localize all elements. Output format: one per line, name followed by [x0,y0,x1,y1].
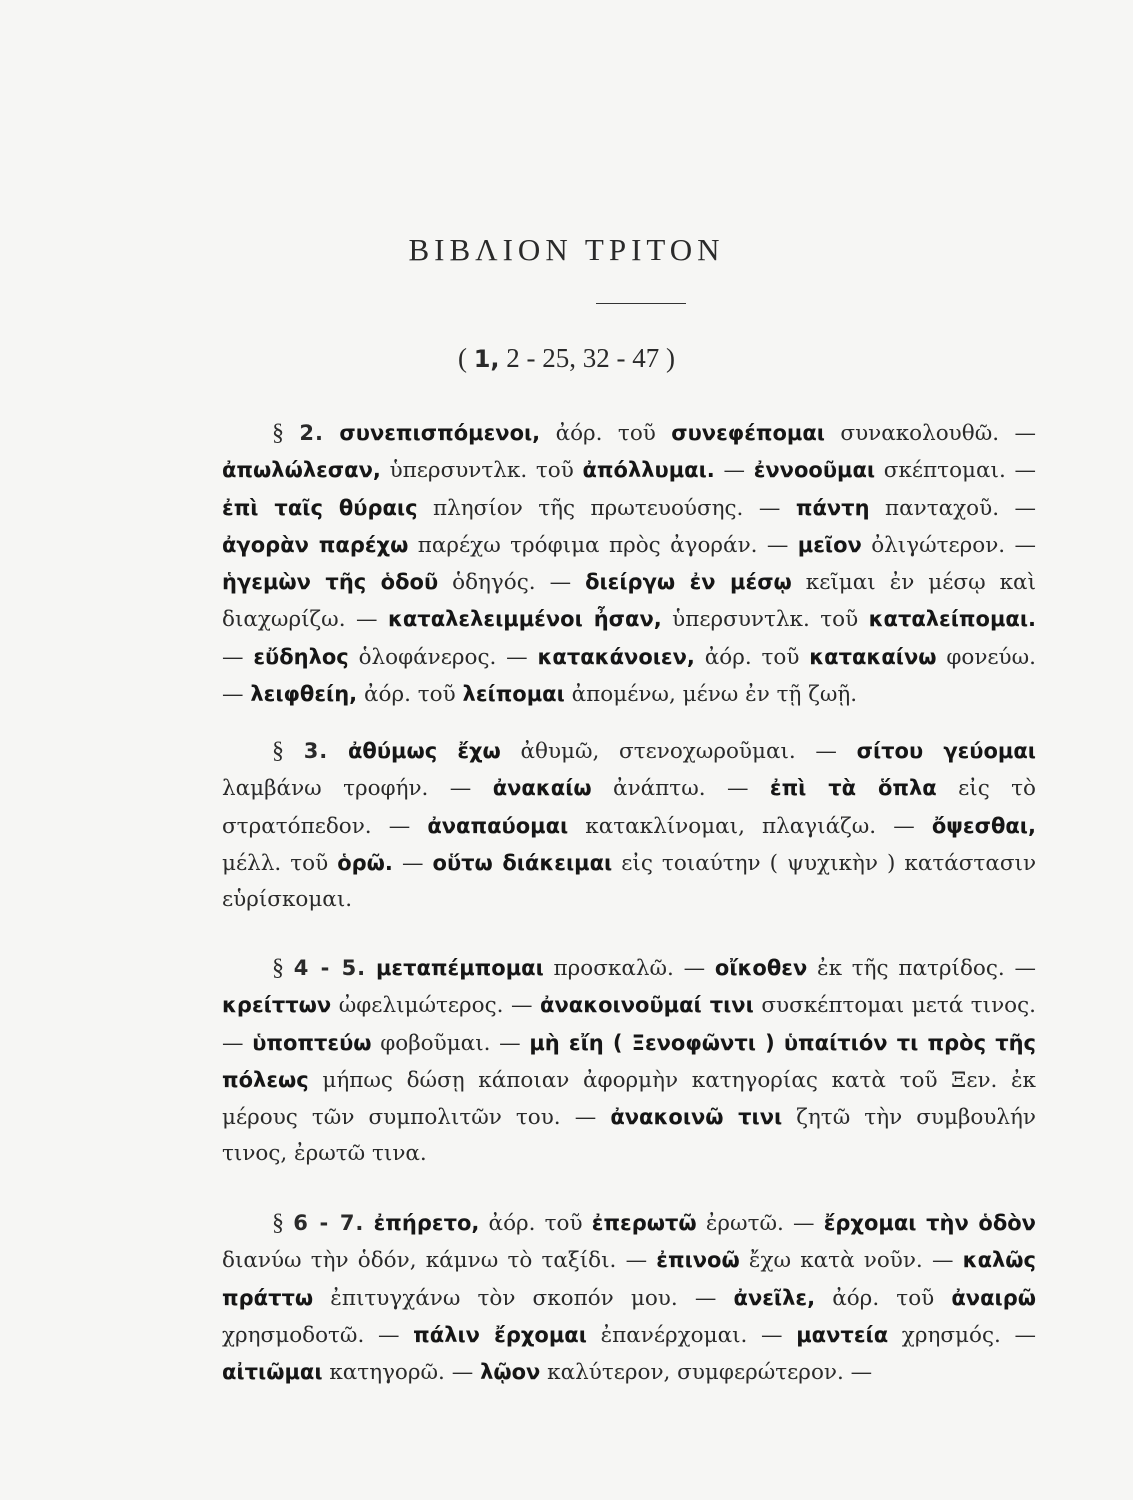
gloss-term: καταλελειμμένοι ἦσαν, [387,607,662,632]
book-title: ΒΙΒΛΙΟΝ ΤΡΙΤΟΝ [408,232,725,267]
gloss-term: ἐπινοῶ [656,1248,740,1273]
gloss-definition: ὑπερσυντλκ. τοῦ [380,458,583,484]
gloss-definition: προσκαλῶ. — [543,956,715,981]
gloss-term: μαντεία [796,1322,889,1347]
gloss-term: ἀνακοινοῦμαί τινι [540,993,754,1018]
section-number: 3. [303,739,329,763]
gloss-definition: εἰς τοιαύτην ( ψυχικὴν ) κατάστασιν εὑρίσκομαι. [222,850,1037,913]
gloss-definition: συνακολουθῶ. — [824,421,1036,446]
gloss-definition: ἀόρ. τοῦ [694,644,810,670]
gloss-term: σίτου γεύομαι [856,739,1036,763]
gloss-term: συνεφέπομαι [671,421,825,445]
gloss-definition: ἀόρ. τοῦ [815,1285,952,1311]
gloss-term: ἀπωλώλεσαν, [222,458,381,483]
gloss-definition: ἐπιτυγχάνω τὸν σκοπόν μου. — [313,1285,734,1311]
gloss-definition: πλησίον τῆς πρωτευούσης. — [417,495,796,521]
gloss-definition: κεῖμαι ἐν μέσῳ καὶ διαχωρίζω. — [222,570,1037,633]
gloss-definition: μήπως δώσῃ κάποιαν ἀφορμὴν κατηγορίας κατὰ τοῦ Ξεν. ἐκ μέρους τῶν συμπολιτῶν του. — [222,1067,1036,1131]
gloss-term: πάντη [795,495,870,520]
gloss-definition: πανταχοῦ. — [869,495,1036,521]
gloss-term: κατακάνοιεν, [537,644,695,669]
title-rule [596,303,686,304]
gloss-definition: — [222,644,254,670]
gloss-definition: κατηγορῶ. — [322,1360,481,1386]
gloss-definition: ἀπομένω, μένω ἐν τῇ ζωῇ. [564,682,858,708]
gloss-definition: — [714,458,754,484]
gloss-term: ἐπὶ ταῖς θύραις [222,495,418,520]
gloss-definition: ἀόρ. τοῦ [357,682,463,708]
gloss-term: ἀνακαίω [492,776,592,801]
gloss-term: διείργω ἐν μέσῳ [585,570,792,595]
gloss-term: ὑποπτεύω [252,1030,372,1055]
section-sign: § [272,420,284,446]
gloss-definition: ζητῶ τὴν συμβουλήν τινος, ἐρωτῶ τινα. [222,1105,1036,1167]
section-sign: § [272,1210,284,1236]
gloss-definition: ἀόρ. τοῦ [540,421,672,446]
gloss-term: ἐπερωτῶ [591,1211,697,1235]
gloss-definition: ὀλιγώτερον. — [861,532,1037,558]
section-sign: § [272,738,284,764]
gloss-term: ἐπὶ τὰ ὅπλα [769,776,937,801]
gloss-definition: χρησμός. — [888,1322,1037,1348]
section-2 [222,415,1036,713]
gloss-term: οἴκοθεν [714,956,808,980]
gloss-term: ἀγορὰν παρέχω [222,532,409,557]
gloss-definition: παρέχω τρόφιμα πρὸς ἀγοράν. — [408,532,798,558]
gloss-term: συνεπισπόμενοι, [339,421,541,445]
gloss-definition: φονεύω. — [222,644,1036,708]
gloss-definition: ὠφελιμώτερος. — [331,993,541,1019]
gloss-definition: ὁλοφάνερος. — [348,644,538,670]
gloss-term: καταλείπομαι. [868,607,1037,632]
gloss-definition: χρησμοδοτῶ. — [222,1322,414,1348]
gloss-definition: κατακλίνομαι, πλαγιάζω. — [568,813,932,839]
gloss-definition: ἀθυμῶ, στενοχωροῦμαι. — [500,739,857,764]
gloss-term: ἀναιρῶ [951,1285,1036,1310]
gloss-definition: μέλλ. τοῦ [222,850,338,876]
gloss-term: λείπομαι [462,682,565,707]
gloss-term: ἀνακοινῶ τινι [610,1105,783,1130]
section-3 [222,733,1036,918]
section-sign: § [272,955,284,981]
gloss-definition: ἀνάπτω. — [591,776,770,802]
gloss-term: ἀνεῖλε, [733,1285,816,1310]
gloss-definition: λαμβάνω τροφήν. — [222,776,493,802]
gloss-term: μὴ εἴη ( Ξενοφῶντι ) ὑπαίτιόν τι πρὸς τῆς πόλεως [222,1030,1036,1092]
gloss-term: ἀπόλλυμαι. [582,458,715,483]
gloss-definition: ἐπανέρχομαι. — [586,1322,797,1348]
gloss-term: αἰτιῶμαι [222,1360,323,1385]
gloss-definition: ἀόρ. τοῦ [479,1211,592,1236]
section-number: 4 - 5. [293,956,367,980]
chapter-range: ( 1, 2 - 25, 32 - 47 ) [457,343,676,373]
gloss-term: οὕτω διάκειμαι [432,850,613,875]
section-6-7 [222,1205,1036,1391]
gloss-definition: ἐρωτῶ. — [696,1211,824,1236]
gloss-term: ἡγεμὼν τῆς ὁδοῦ [222,570,439,595]
gloss-term: ἐπήρετο, [373,1211,480,1235]
gloss-term: ἀθύμως ἔχω [347,739,501,763]
gloss-term: ἐννοοῦμαι [753,458,876,483]
gloss-term: πάλιν ἔρχομαι [413,1322,587,1347]
gloss-term: ἔρχομαι τὴν ὁδὸν [823,1211,1036,1235]
gloss-term: μεταπέμπομαι [375,956,544,980]
gloss-definition: καλύτερον, συμφερώτερον. — [540,1360,873,1386]
section-4-5 [222,950,1036,1173]
gloss-definition: ἐκ τῆς πατρίδος. — [807,956,1036,981]
gloss-term: κατακαίνω [809,644,937,669]
gloss-term: ὄψεσθαι, [931,813,1036,838]
section-number: 2. [299,421,324,445]
gloss-definition: ὁδηγός. — [438,570,586,596]
gloss-definition: διανύω τὴν ὁδόν, κάμνω τὸ ταξίδι. — [222,1248,657,1274]
gloss-term: μεῖον [797,532,862,557]
gloss-term: ἀναπαύομαι [427,813,569,838]
gloss-definition: συσκέπτομαι μετά τινος. — [222,993,1037,1056]
gloss-definition: εἰς τὸ στρατόπεδον. — [222,776,1036,839]
gloss-definition: ὑπερσυντλκ. τοῦ [661,607,869,633]
gloss-definition: — [392,850,433,876]
gloss-term: ὁρῶ. [337,850,393,875]
gloss-term: κρείττων [222,993,332,1018]
gloss-term: λειφθείη, [250,682,358,707]
gloss-term: καλῶς πράττω [222,1248,1036,1310]
gloss-term: λῷον [480,1360,541,1385]
gloss-term: εὔδηλος [253,644,349,669]
gloss-definition: ἔχω κατὰ νοῦν. — [739,1248,963,1274]
gloss-definition: φοβοῦμαι. — [371,1030,530,1056]
gloss-definition: σκέπτομαι. — [875,458,1036,484]
section-number: 6 - 7. [293,1211,365,1235]
